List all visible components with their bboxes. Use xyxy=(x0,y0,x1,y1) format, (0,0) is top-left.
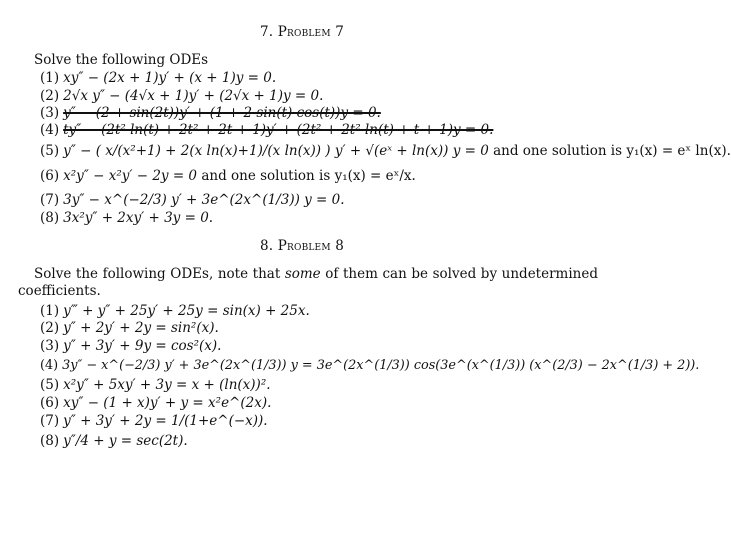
equation: y″ + 3y′ + 2y = 1/(1+e^(−x)). xyxy=(63,413,268,429)
item-number: (3) xyxy=(40,105,60,121)
p7-item-7 xyxy=(40,192,345,209)
equation: y″ + 3y′ + 9y = cos²(x). xyxy=(63,338,222,354)
p7-item-2 xyxy=(40,88,323,105)
equation-note: and one solution is y₁(x) = eˣ ln(x). xyxy=(488,143,731,159)
item-number: (5) xyxy=(40,143,60,159)
equation: 3y″ − x^(−2/3) y′ + 3e^(2x^(1/3)) y = 0. xyxy=(63,192,345,208)
equation: x²y″ + 5xy′ + 3y = x + (ln(x))². xyxy=(63,377,271,393)
equation: x²y″ − x²y′ − 2y = 0 xyxy=(63,168,198,184)
p8-item-6 xyxy=(40,395,271,412)
equation: 2√x y″ − (4√x + 1)y′ + (2√x + 1)y = 0. xyxy=(63,88,324,104)
p8-item-8 xyxy=(40,433,188,450)
item-number: (7) xyxy=(40,192,60,208)
equation: y″/4 + y = sec(2t). xyxy=(63,433,188,449)
intro-text: Solve the following ODEs, note that xyxy=(34,266,285,282)
item-number: (5) xyxy=(40,377,60,393)
p8-item-2 xyxy=(40,320,219,337)
equation: xy″ − (2x + 1)y′ + (x + 1)y = 0. xyxy=(63,70,277,86)
equation: y″ − ( x/(x²+1) + 2(x ln(x)+1)/(x ln(x)) ) y′ + √(eˣ + ln(x)) y = 0 xyxy=(63,143,489,159)
equation: ty″ − (2t² ln(t) + 2t² + 2t + 1)y′ + (2t² + 2t² ln(t) + t + 1)y = 0. xyxy=(63,122,494,138)
equation: xy″ − (1 + x)y′ + y = x²e^(2x). xyxy=(63,395,272,411)
item-number: (1) xyxy=(40,303,60,319)
p7-item-5 xyxy=(40,143,731,160)
item-number: (3) xyxy=(40,338,60,354)
equation: 3y″ − x^(−2/3) y′ + 3e^(2x^(1/3)) y = 3e^(2x^(1/3)) cos(3e^(x^(1/3)) (x^(2/3) − 2x^(1/3) + 2)). xyxy=(62,358,700,373)
p8-item-5 xyxy=(40,377,271,394)
problem7-intro: Solve the following ODEs xyxy=(34,52,209,68)
item-number: (4) xyxy=(40,358,59,373)
p7-item-3-struck xyxy=(40,105,381,122)
equation: 3x²y″ + 2xy′ + 3y = 0. xyxy=(63,210,214,226)
p7-item-1 xyxy=(40,70,276,87)
item-number: (8) xyxy=(40,210,60,226)
p7-item-8 xyxy=(40,210,213,227)
intro-emphasis: some xyxy=(284,266,321,282)
p7-item-4-struck xyxy=(40,122,493,139)
intro-text: of them can be solved by undetermined coefficients. xyxy=(18,266,598,299)
item-number: (7) xyxy=(40,413,60,429)
item-number: (2) xyxy=(40,88,60,104)
p8-item-4 xyxy=(40,357,699,374)
item-number: (1) xyxy=(40,70,60,86)
equation-note: and one solution is y₁(x) = eˣ/x. xyxy=(197,168,416,184)
item-number: (2) xyxy=(40,320,60,336)
item-number: (6) xyxy=(40,168,60,184)
equation: y″ + 2y′ + 2y = sin²(x). xyxy=(63,320,219,336)
item-number: (4) xyxy=(40,122,60,138)
p8-item-3 xyxy=(40,338,221,355)
p8-item-1 xyxy=(40,303,310,320)
item-number: (8) xyxy=(40,433,60,449)
equation: y‴ + y″ + 25y′ + 25y = sin(x) + 25x. xyxy=(63,303,310,319)
problem8-intro xyxy=(18,266,598,300)
problem8-title: 8. Problem 8 xyxy=(259,238,345,254)
equation: y″ − (2 + sin(2t))y′ + (1 + 2 sin(t) cos(t))y = 0. xyxy=(63,105,381,121)
p7-item-6 xyxy=(40,168,416,185)
p8-item-7 xyxy=(40,413,268,430)
problem7-title: 7. Problem 7 xyxy=(259,24,345,40)
item-number: (6) xyxy=(40,395,60,411)
